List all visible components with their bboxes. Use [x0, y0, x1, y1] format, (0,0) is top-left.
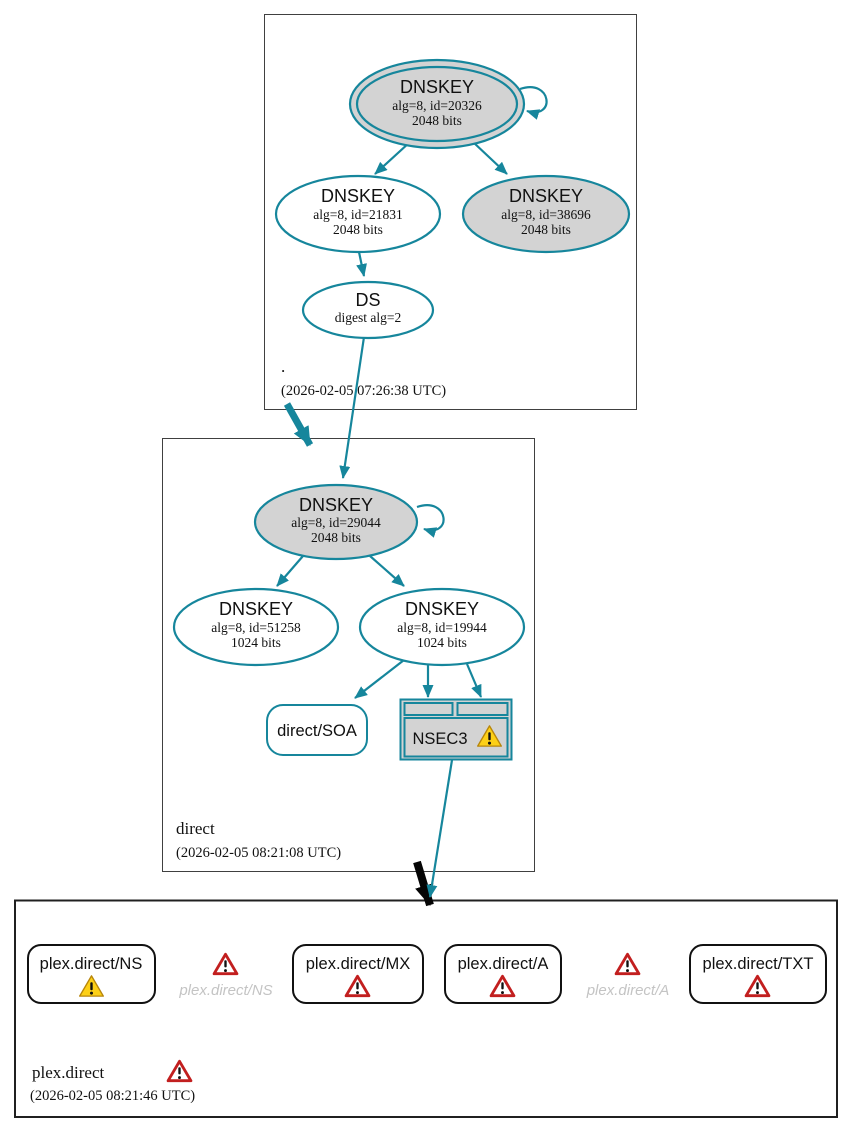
zone-name-direct: direct	[176, 819, 215, 838]
node-plex-direct-txt[interactable]	[690, 945, 826, 1003]
edge-direct-ksk-to-zsk1	[277, 556, 303, 586]
node-label: plex.direct/MX	[305, 955, 411, 973]
edge-zsk2-to-nsec3-right	[467, 664, 481, 697]
node-detail: 2048 bits	[412, 113, 462, 128]
node-label: plex.direct/A	[457, 955, 549, 973]
zone-name-root: .	[281, 357, 286, 376]
node-detail: digest alg=2	[334, 310, 402, 325]
node-label-ghost: plex.direct/A	[586, 982, 670, 999]
edge-direct-ksk-to-zsk2	[370, 556, 404, 586]
node-detail: alg=8, id=51258	[211, 620, 301, 635]
node-plex-direct-mx[interactable]	[293, 945, 423, 1003]
node-direct-zsk2-dnskey[interactable]	[360, 589, 524, 665]
edge-zsk2-to-soa	[355, 660, 404, 698]
zone-timestamp-direct: (2026-02-05 08:21:08 UTC)	[176, 845, 342, 861]
self-sign-loop-direct-ksk	[417, 505, 444, 530]
node-detail: alg=8, id=29044	[291, 515, 381, 530]
node-direct-soa[interactable]	[267, 705, 367, 755]
nsec3-tab-left	[405, 703, 453, 715]
node-detail: alg=8, id=38696	[501, 207, 591, 222]
node-label: plex.direct/TXT	[702, 955, 814, 973]
node-detail: alg=8, id=21831	[313, 207, 403, 222]
error-triangle-icon	[214, 954, 237, 973]
node-detail: 2048 bits	[521, 222, 571, 237]
node-title: DNSKEY	[399, 77, 475, 97]
node-title: DNSKEY	[320, 186, 396, 206]
node-plex-direct-a-ghost[interactable]	[586, 954, 670, 999]
node-direct-nsec3[interactable]	[401, 700, 512, 760]
node-label-ghost: plex.direct/NS	[179, 982, 273, 999]
node-label: plex.direct/NS	[39, 955, 143, 973]
node-direct-ksk-dnskey[interactable]	[255, 485, 417, 559]
node-plex-direct-a[interactable]	[445, 945, 561, 1003]
node-label: NSEC3	[412, 730, 468, 748]
node-root-zsk-dnskey[interactable]	[276, 176, 440, 252]
node-detail: alg=8, id=20326	[392, 98, 482, 113]
node-detail: alg=8, id=19944	[397, 620, 487, 635]
edge-root-ksk-to-key2	[473, 142, 507, 174]
node-label: direct/SOA	[277, 722, 357, 740]
zone-name-plex-direct: plex.direct	[32, 1063, 105, 1082]
node-detail: 2048 bits	[333, 222, 383, 237]
node-title: DNSKEY	[508, 186, 584, 206]
zone-box-plex-direct	[15, 901, 837, 1118]
node-detail: 2048 bits	[311, 530, 361, 545]
zone-timestamp-root: (2026-02-05 07:26:38 UTC)	[281, 383, 447, 399]
error-triangle-icon	[616, 954, 639, 973]
node-title: DNSKEY	[218, 599, 294, 619]
edge-root-ksk-to-zsk	[375, 142, 410, 174]
node-direct-zsk1-dnskey[interactable]	[174, 589, 338, 665]
insecure-delegation-arrow-direct-to-plex	[417, 862, 430, 905]
node-plex-direct-ns[interactable]	[28, 945, 155, 1003]
node-root-ds[interactable]	[303, 282, 433, 338]
node-plex-direct-ns-ghost[interactable]	[178, 954, 272, 999]
node-root-ksk-dnskey[interactable]	[350, 60, 524, 148]
edge-root-zsk-to-ds	[359, 252, 364, 276]
node-detail: 1024 bits	[231, 635, 281, 650]
node-title: DNSKEY	[404, 599, 480, 619]
error-triangle-icon	[168, 1061, 191, 1080]
edge-ds-to-direct-ksk	[343, 337, 364, 478]
node-title: DNSKEY	[298, 495, 374, 515]
nsec3-tab-right	[458, 703, 508, 715]
edge-nsec3-to-plex	[430, 760, 452, 897]
node-root-dnskey-38696[interactable]	[463, 176, 629, 252]
node-title: DS	[355, 290, 381, 310]
zone-timestamp-plex-direct: (2026-02-05 08:21:46 UTC)	[30, 1088, 196, 1104]
node-detail: 1024 bits	[417, 635, 467, 650]
